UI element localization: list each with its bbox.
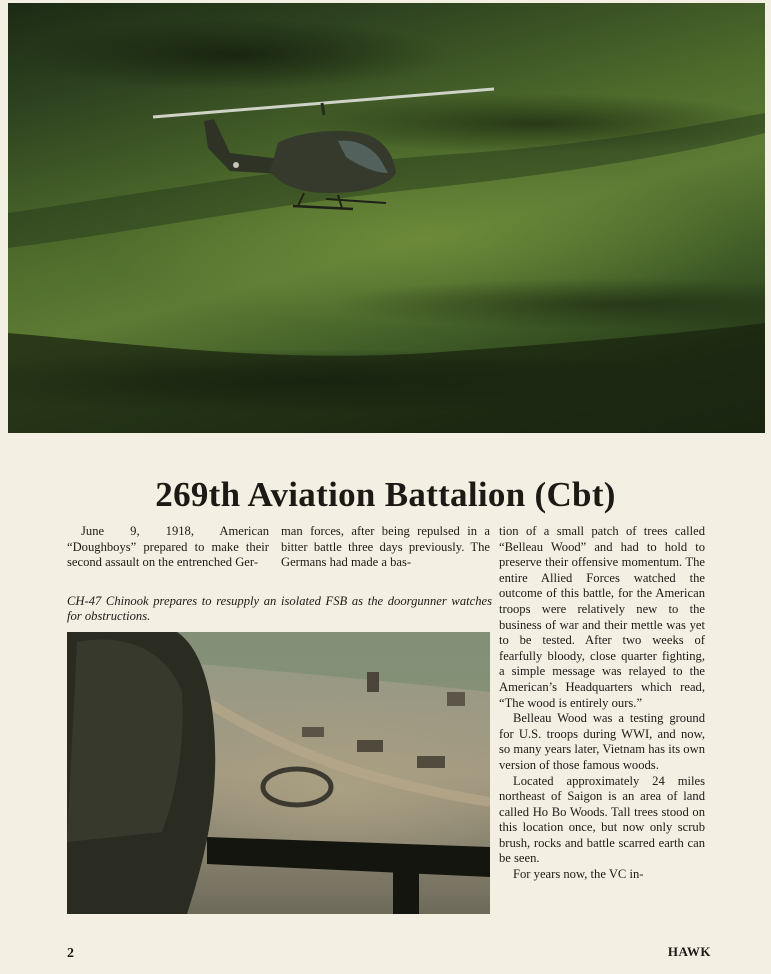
paragraph: man forces, after being repulsed in a bitter battle three days previously. The Germans had made a bas- [281, 524, 490, 570]
machine-gun [207, 837, 490, 877]
revetment [263, 769, 331, 805]
text-column-2 [281, 524, 490, 571]
paragraph: June 9, 1918, American “Doughboys” prepared to make their second assault on the entrenched Ger- [67, 524, 269, 570]
rotor-mast [322, 103, 324, 115]
text-column-1 [67, 524, 269, 571]
paragraph: tion of a small patch of trees called “Belleau Wood” and had to hold to preserve their offensive momentum. The entire Allied Forces watched the outcome of this battle, for the American troops were relatively new to the business of war and their mettle was yet to be tested. After two weeks of fearfully bloody, close quarter fighting, a simple message was relayed to the American’s Headquarters which read, “The wood is entirely ours.” [499, 524, 705, 710]
text-column-3 [499, 524, 705, 883]
treeline-foreground [8, 323, 765, 433]
bunker [447, 692, 465, 706]
paragraph: Located approximately 24 miles northeast of Saigon is an area of land called Ho Bo Woods. Tall trees stood on this location once, but now only scrub brush, rocks and battle scarred earth can be seen. [499, 773, 705, 866]
fsb-illustration [67, 632, 490, 914]
photo-caption: CH-47 Chinook prepares to resupply an isolated FSB as the doorgunner watches for obstructions. [67, 594, 492, 623]
dirt-road [207, 702, 490, 802]
page-number: 2 [67, 946, 74, 961]
bunker [357, 740, 383, 752]
helicopter-photo [8, 3, 765, 433]
bunker [367, 672, 379, 692]
skid-left [293, 206, 353, 209]
distant-vegetation [177, 632, 490, 692]
skid-right [326, 199, 386, 203]
paragraph: Belleau Wood was a testing ground for U.S. troops during WWI, and now, so many years later, Vietnam has its own version of those famous woods. [499, 711, 705, 772]
bunker [417, 756, 445, 768]
bunker [302, 727, 324, 737]
paragraph: For years now, the VC in- [513, 867, 644, 882]
insignia [233, 162, 239, 168]
helicopter-illustration [8, 3, 765, 433]
magazine-name: HAWK [667, 944, 711, 959]
chinook-door-photo [67, 632, 490, 914]
article-title: 269th Aviation Battalion (Cbt) [155, 475, 616, 515]
